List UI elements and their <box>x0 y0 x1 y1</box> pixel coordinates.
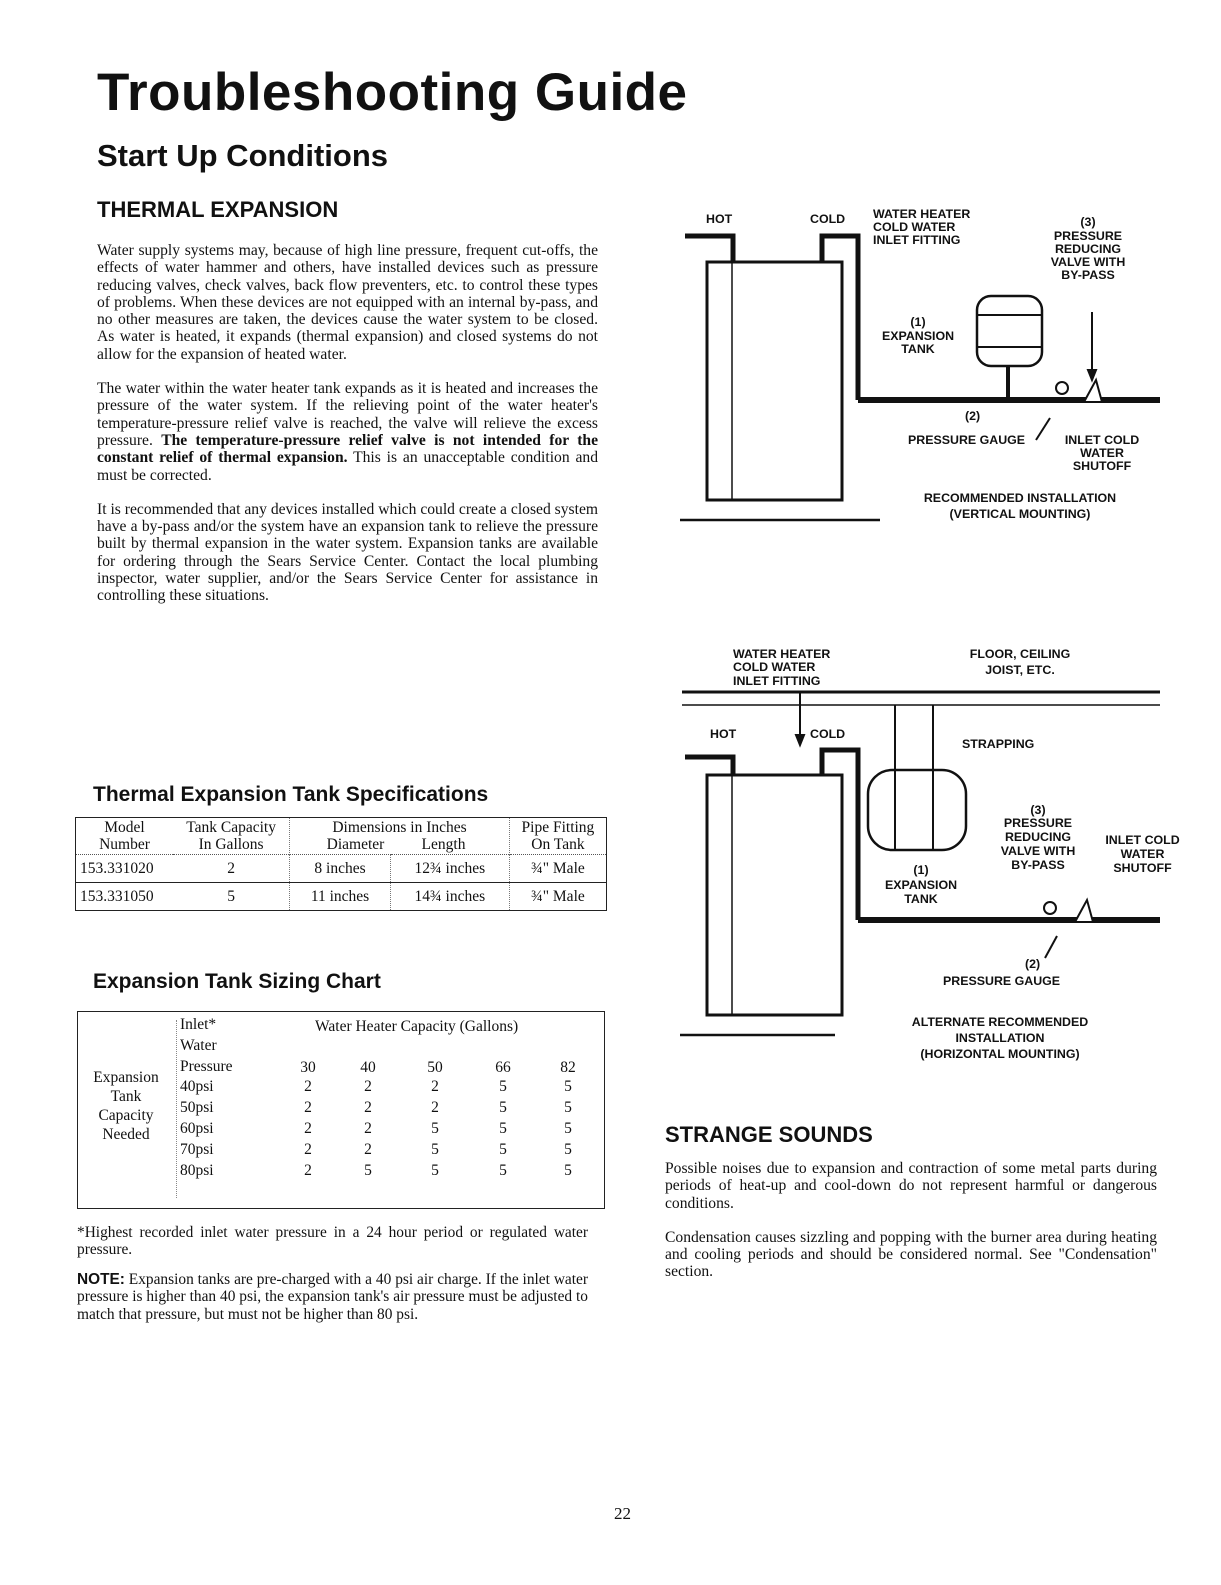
page-subtitle: Start Up Conditions <box>97 138 389 173</box>
table-row: 153.331020 2 8 inches 12¾ inches ¾" Male <box>76 855 607 883</box>
relief-valve-warning: The temperature-pressure relief valve is not intended for the constant relief of thermal expansion. <box>97 431 599 467</box>
table-row: 80psi 2 5 5 5 5 <box>180 1162 572 1179</box>
page-number: 22 <box>614 1504 631 1523</box>
thermal-paragraph-1: Water supply systems may, because of high line pressure, frequent cut-offs, the effects of water hammer and others, have installed devices such as pressure reducing valves, check valves, back flow preventers, etc. to control these types of problems. When these devices are not equipped with an internal by-pass, and no other measures are taken, the devices cause the water system to be closed. As water is heated, it expands (thermal expansion) and closed systems do not allow for the expansion of heated water. <box>97 242 598 363</box>
strange-sounds-body <box>665 1160 1157 1281</box>
page-title: Troubleshooting Guide <box>97 63 688 122</box>
expansion-tank-2 <box>868 770 966 850</box>
col-fitting: Pipe Fitting On Tank <box>509 818 606 855</box>
thermal-paragraph-3: It is recommended that any devices installed which could create a closed system have a by-pass and/or the system have an expansion tank to relieve the pressure built by thermal expansion in the water system. Expansion tanks are available for ordering through the Sears Service Center. Contact the local plumbing inspector, water supplier, and/or the Sears Service Center for assistance in controlling these situations. <box>97 500 598 605</box>
capacity-header: Water Heater Capacity (Gallons) <box>315 1018 519 1035</box>
table-row: 60psi 2 2 5 5 5 <box>180 1120 572 1137</box>
sizing-chart-heading: Expansion Tank Sizing Chart <box>93 970 381 993</box>
strange-sounds-heading: STRANGE SOUNDS <box>665 1122 873 1147</box>
col-dimensions: Dimensions in Inches Diameter Length <box>290 818 510 855</box>
sounds-paragraph-1: Possible noises due to expansion and contraction of some metal parts during periods of heat-up and cool-down do not represent harmful or dangerous conditions. <box>665 1160 1157 1212</box>
sounds-paragraph-2: Condensation causes sizzling and popping with the burner area during heating and cooling periods and should be considered normal. See "Condensation" section. <box>665 1228 1157 1281</box>
footnote: *Highest recorded inlet water pressure in a 24 hour period or regulated water pressure. <box>77 1224 588 1259</box>
expansion-tank-capacity-label: Expansion Tank Capacity Needed <box>93 1069 159 1143</box>
thermal-paragraph-2: The water within the water heater tank expands as it is heated and increases the pressure of the water system. If the relieving point of the water heater's temperature-pressure relief valve is reached, the valve will relieve the excess pressure. The temperature-pressure relief valve is not intended for the constant relief of thermal expansion. This is an unacceptable condition and must be corrected. <box>97 380 599 484</box>
table-row: 40psi 2 2 2 5 5 <box>180 1078 572 1095</box>
table-row: 153.331050 5 11 inches 14¾ inches ¾" Male <box>76 883 607 911</box>
sizing-chart: Inlet* Water Pressure Water Heater Capacity (Gallons) Expansion Tank Capacity Needed 30 40 50 66 82 40psi 2 2 2 5 5 50psi 2 2 2 5 5 60psi 2 2 5 5 5 70psi 2 2 5 5 5 80psi 2 5 5 5 5 <box>77 1011 605 1209</box>
water-heater-tank-2 <box>707 775 842 1015</box>
table-row: 50psi 2 2 2 5 5 <box>180 1099 572 1116</box>
note: NOTE: Expansion tanks are pre-charged with a 40 psi air charge. If the inlet water pressure is higher than 40 psi, the expansion tank's air pressure must be adjusted to match that pressure, but must not be higher than 80 psi. <box>77 1271 588 1323</box>
expansion-tank-1 <box>977 296 1042 366</box>
water-heater-tank-1 <box>707 262 842 500</box>
thermal-expansion-heading: THERMAL EXPANSION <box>97 197 339 222</box>
spec-table-heading: Thermal Expansion Tank Specifications <box>93 783 489 806</box>
col-model: Model Number <box>99 819 150 853</box>
table-row: 70psi 2 2 5 5 5 <box>180 1141 572 1158</box>
capacity-header-row: 30 40 50 66 82 <box>300 1059 576 1076</box>
col-capacity: Tank Capacity In Gallons <box>186 819 276 853</box>
